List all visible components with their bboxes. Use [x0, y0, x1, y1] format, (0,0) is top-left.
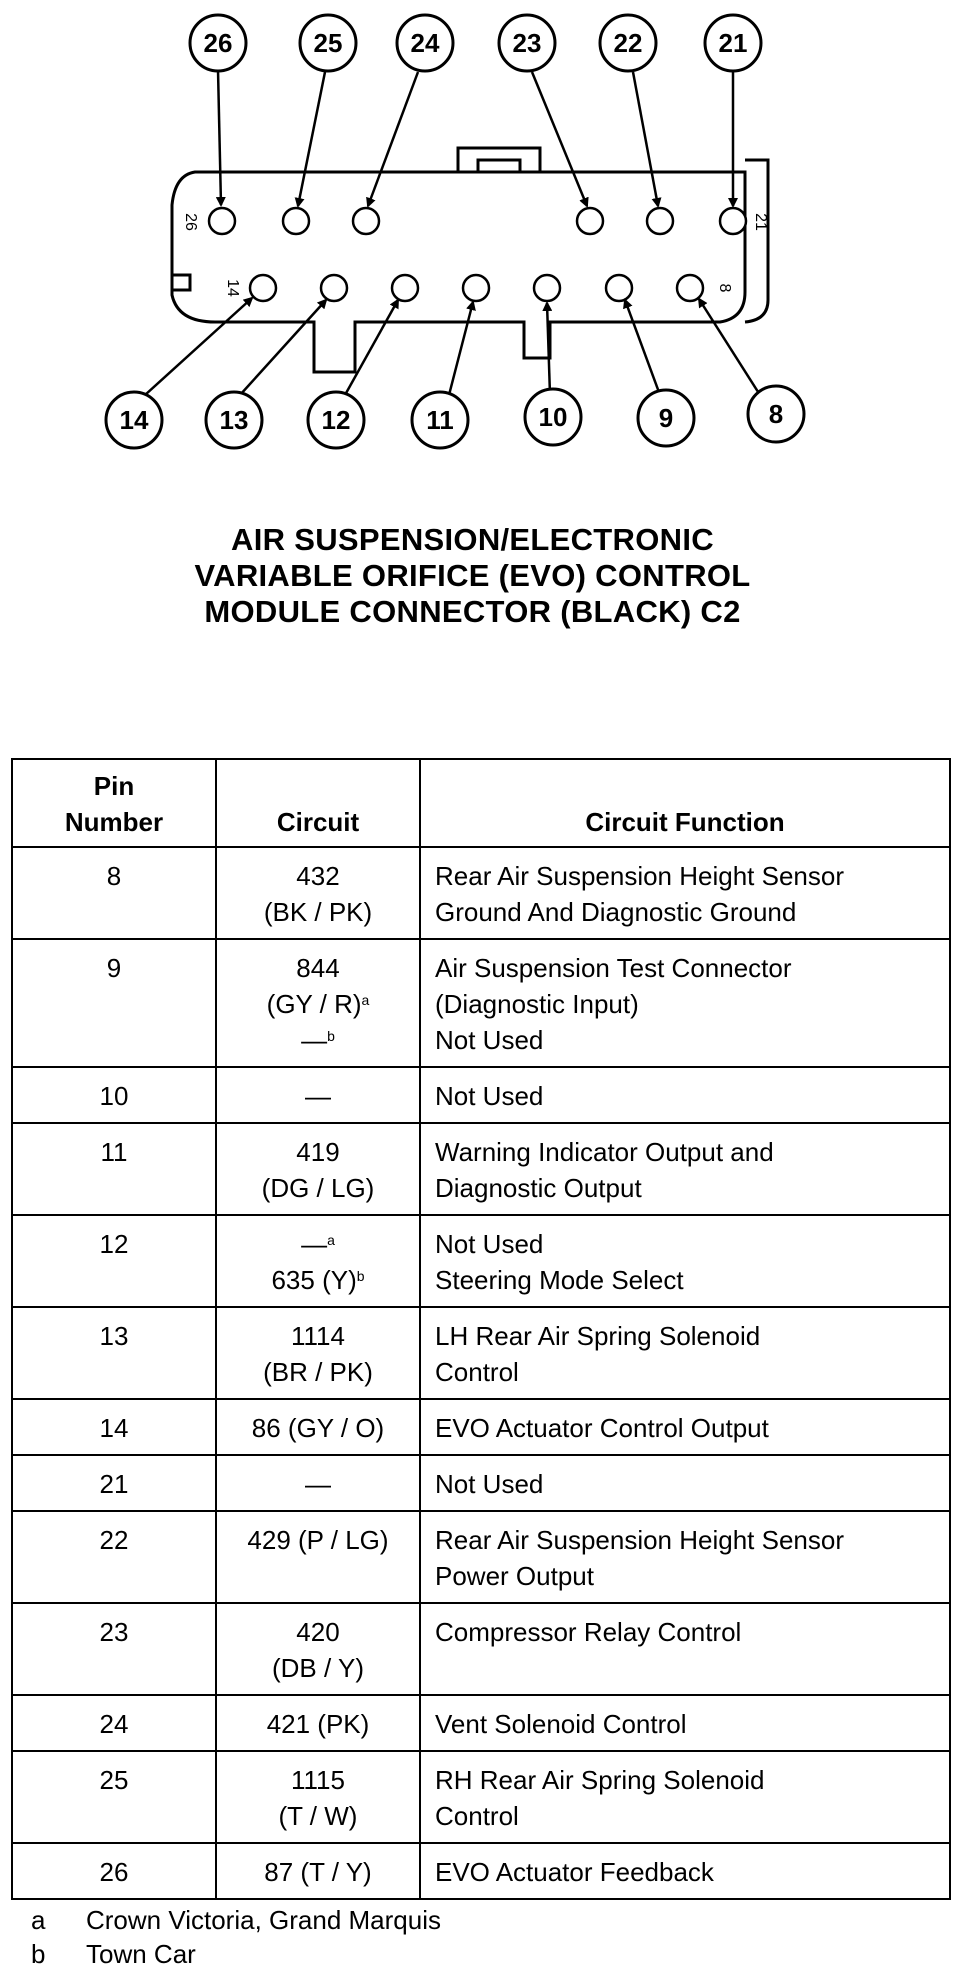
circuit-line — [221, 1022, 415, 1058]
pin-hole-10 — [534, 275, 560, 301]
circuit-line — [221, 1798, 415, 1834]
table-row — [12, 1123, 950, 1215]
circuit-text: (T / W) — [278, 1801, 358, 1831]
pin-hole-24 — [353, 208, 379, 234]
circuit-text: 844 — [296, 953, 340, 983]
connector-diagram — [0, 0, 960, 500]
function-line: Steering Mode Select — [435, 1265, 684, 1295]
cell-pin-number: 21 — [12, 1455, 216, 1511]
circuit-line — [221, 1854, 415, 1890]
circuit-line — [221, 1262, 415, 1298]
circuit-line — [221, 858, 415, 894]
header-pin-line2: Number — [64, 807, 164, 837]
pin-hole-22 — [647, 208, 673, 234]
table-row — [12, 847, 950, 939]
function-line: Compressor Relay Control — [435, 1617, 742, 1647]
callout-label: 25 — [313, 28, 343, 58]
footnote-a — [11, 1903, 441, 1937]
callout-label: 21 — [718, 28, 748, 58]
cell-circuit — [216, 1511, 420, 1603]
callout-label: 8 — [768, 399, 784, 429]
circuit-line — [221, 1522, 415, 1558]
function-line: Not Used — [435, 1229, 544, 1259]
table-header-row — [12, 759, 950, 847]
callout-9 — [638, 390, 694, 446]
cell-pin-number: 23 — [12, 1603, 216, 1695]
cell-circuit-function — [420, 939, 950, 1067]
circuit-line — [221, 986, 415, 1022]
footnote-ref: b — [356, 1268, 365, 1284]
callout-22 — [600, 15, 656, 71]
callout-24 — [397, 15, 453, 71]
pin-hole-26 — [209, 208, 235, 234]
function-line: Rear Air Suspension Height Sensor — [435, 861, 845, 891]
circuit-line — [221, 1354, 415, 1390]
cell-pin-number: 10 — [12, 1067, 216, 1123]
cell-pin-number: 26 — [12, 1843, 216, 1899]
table-row — [12, 1455, 950, 1511]
circuit-text: 1115 — [291, 1765, 345, 1795]
cell-pin-number: 24 — [12, 1695, 216, 1751]
table-row — [12, 1067, 950, 1123]
callout-12 — [308, 392, 364, 448]
cell-pin-number: 13 — [12, 1307, 216, 1399]
function-line: Power Output — [435, 1561, 594, 1591]
circuit-text: — — [305, 1469, 331, 1499]
callouts-top — [190, 15, 761, 71]
cell-pin-number: 12 — [12, 1215, 216, 1307]
circuit-text: 429 (P / LG) — [247, 1525, 389, 1555]
footnote-ref: a — [327, 1232, 335, 1248]
callout-23 — [499, 15, 555, 71]
pin-hole-12 — [392, 275, 418, 301]
cell-circuit — [216, 1215, 420, 1307]
cell-circuit — [216, 1067, 420, 1123]
circuit-line — [221, 894, 415, 930]
callout-14 — [106, 392, 162, 448]
title-line-3: MODULE CONNECTOR (BLACK) C2 — [204, 594, 741, 629]
callout-26 — [190, 15, 246, 71]
footnote-ref: a — [361, 992, 370, 1008]
table-row — [12, 1603, 950, 1695]
function-line: Ground And Diagnostic Ground — [435, 897, 797, 927]
circuit-line — [221, 1614, 415, 1650]
circuit-line — [221, 1078, 415, 1114]
circuit-line — [221, 1170, 415, 1206]
pin-hole-25 — [283, 208, 309, 234]
circuit-text: 87 (T / Y) — [264, 1857, 372, 1887]
callout-10 — [525, 389, 581, 445]
connector-body — [172, 148, 768, 372]
table-row — [12, 1511, 950, 1603]
function-line: Not Used — [435, 1025, 544, 1055]
callout-13 — [206, 392, 262, 448]
function-line: Warning Indicator Output and — [435, 1137, 774, 1167]
pin-hole-14 — [250, 275, 276, 301]
function-line: Not Used — [435, 1081, 544, 1111]
function-line: EVO Actuator Control Output — [435, 1413, 769, 1443]
cell-circuit-function — [420, 1751, 950, 1843]
pin-table — [11, 758, 951, 1900]
function-line: Diagnostic Output — [435, 1173, 642, 1203]
circuit-line — [221, 1410, 415, 1446]
circuit-text: 420 — [296, 1617, 340, 1647]
circuit-text: (BR / PK) — [263, 1357, 373, 1387]
cell-pin-number: 14 — [12, 1399, 216, 1455]
callout-label: 24 — [410, 28, 440, 58]
circuit-line — [221, 1706, 415, 1742]
pin-label-26: 26 — [182, 213, 199, 231]
cell-circuit — [216, 939, 420, 1067]
footnotes — [11, 1903, 441, 1971]
header-circuit: Circuit — [216, 759, 420, 847]
callout-label: 11 — [426, 405, 454, 435]
cell-circuit — [216, 1399, 420, 1455]
circuit-line — [221, 1134, 415, 1170]
circuit-text: (GY / R) — [266, 989, 362, 1019]
cell-circuit — [216, 1603, 420, 1695]
cell-circuit-function — [420, 1695, 950, 1751]
cell-circuit-function — [420, 1603, 950, 1695]
cell-circuit-function — [420, 1455, 950, 1511]
pin-hole-13 — [321, 275, 347, 301]
callout-label: 12 — [321, 405, 351, 435]
circuit-line — [221, 1318, 415, 1354]
footnote-mark: b — [31, 1939, 46, 1969]
cell-pin-number: 25 — [12, 1751, 216, 1843]
callout-label: 13 — [219, 405, 249, 435]
pin-hole-21 — [720, 208, 746, 234]
cell-circuit-function — [420, 1215, 950, 1307]
function-line: Vent Solenoid Control — [435, 1709, 687, 1739]
pin-hole-8 — [677, 275, 703, 301]
table-row — [12, 1695, 950, 1751]
circuit-line — [221, 1226, 415, 1262]
cell-circuit-function — [420, 1123, 950, 1215]
circuit-line — [221, 950, 415, 986]
footnote-mark: a — [31, 1905, 46, 1935]
function-line: Not Used — [435, 1469, 544, 1499]
cell-circuit — [216, 1307, 420, 1399]
cell-pin-number: 11 — [12, 1123, 216, 1215]
table-row — [12, 1751, 950, 1843]
pin-label-21: 21 — [752, 213, 769, 231]
cell-circuit — [216, 847, 420, 939]
header-pin-number — [12, 759, 216, 847]
circuit-line — [221, 1650, 415, 1686]
cell-circuit-function — [420, 1307, 950, 1399]
cell-circuit — [216, 1843, 420, 1899]
cell-circuit-function — [420, 1399, 950, 1455]
callout-label: 10 — [538, 402, 568, 432]
header-pin-line1: Pin — [93, 771, 135, 801]
cell-circuit — [216, 1123, 420, 1215]
callouts-bottom — [106, 386, 804, 448]
pin-holes — [209, 208, 746, 301]
circuit-text: (BK / PK) — [263, 897, 373, 927]
function-line: Rear Air Suspension Height Sensor — [435, 1525, 845, 1555]
callout-8 — [748, 386, 804, 442]
function-line: Control — [435, 1357, 519, 1387]
callout-label: 14 — [119, 405, 149, 435]
title-line-1: AIR SUSPENSION/ELECTRONIC — [231, 522, 714, 557]
title-line-2: VARIABLE ORIFICE (EVO) CONTROL — [194, 558, 751, 593]
footnote-text: Crown Victoria, Grand Marquis — [86, 1905, 441, 1935]
footnote-text: Town Car — [86, 1939, 196, 1969]
table-row — [12, 1215, 950, 1307]
function-line: Air Suspension Test Connector — [435, 953, 792, 983]
callout-label: 26 — [203, 28, 233, 58]
cell-pin-number: 8 — [12, 847, 216, 939]
pin-hole-9 — [606, 275, 632, 301]
cell-circuit-function — [420, 847, 950, 939]
circuit-text: — — [301, 1229, 328, 1259]
function-line: LH Rear Air Spring Solenoid — [435, 1321, 761, 1351]
cell-pin-number: 22 — [12, 1511, 216, 1603]
callout-21 — [705, 15, 761, 71]
cell-circuit — [216, 1695, 420, 1751]
callout-label: 23 — [512, 28, 542, 58]
footnote-ref: b — [327, 1028, 335, 1044]
cell-circuit-function — [420, 1511, 950, 1603]
circuit-text: 86 (GY / O) — [251, 1413, 385, 1443]
pin-label-14: 14 — [224, 279, 241, 297]
function-line: RH Rear Air Spring Solenoid — [435, 1765, 765, 1795]
table-row — [12, 1843, 950, 1899]
cell-circuit — [216, 1751, 420, 1843]
circuit-text: 635 (Y) — [271, 1265, 357, 1295]
cell-pin-number: 9 — [12, 939, 216, 1067]
function-line: (Diagnostic Input) — [435, 989, 639, 1019]
circuit-line — [221, 1466, 415, 1502]
callout-label: 9 — [658, 403, 674, 433]
cell-circuit — [216, 1455, 420, 1511]
circuit-text: (DG / LG) — [261, 1173, 375, 1203]
circuit-text: — — [305, 1081, 331, 1111]
table-row — [12, 1399, 950, 1455]
header-circuit-function: Circuit Function — [420, 759, 950, 847]
footnote-b — [11, 1937, 441, 1971]
pin-label-8: 8 — [716, 283, 733, 293]
pin-hole-11 — [463, 275, 489, 301]
table-row — [12, 939, 950, 1067]
circuit-line — [221, 1762, 415, 1798]
circuit-text: (DB / Y) — [272, 1653, 364, 1683]
circuit-text: 421 (PK) — [266, 1709, 370, 1739]
cell-circuit-function — [420, 1067, 950, 1123]
cell-circuit-function — [420, 1843, 950, 1899]
diagram-title — [0, 522, 945, 630]
function-line: EVO Actuator Feedback — [435, 1857, 714, 1887]
pin-hole-23 — [577, 208, 603, 234]
circuit-text: 432 — [296, 861, 340, 891]
callout-label: 22 — [613, 28, 643, 58]
table-row — [12, 1307, 950, 1399]
callout-25 — [300, 15, 356, 71]
function-line: Control — [435, 1801, 519, 1831]
circuit-text: 1114 — [291, 1321, 345, 1351]
callout-11 — [412, 392, 468, 448]
circuit-text: — — [301, 1025, 328, 1055]
circuit-text: 419 — [296, 1137, 340, 1167]
